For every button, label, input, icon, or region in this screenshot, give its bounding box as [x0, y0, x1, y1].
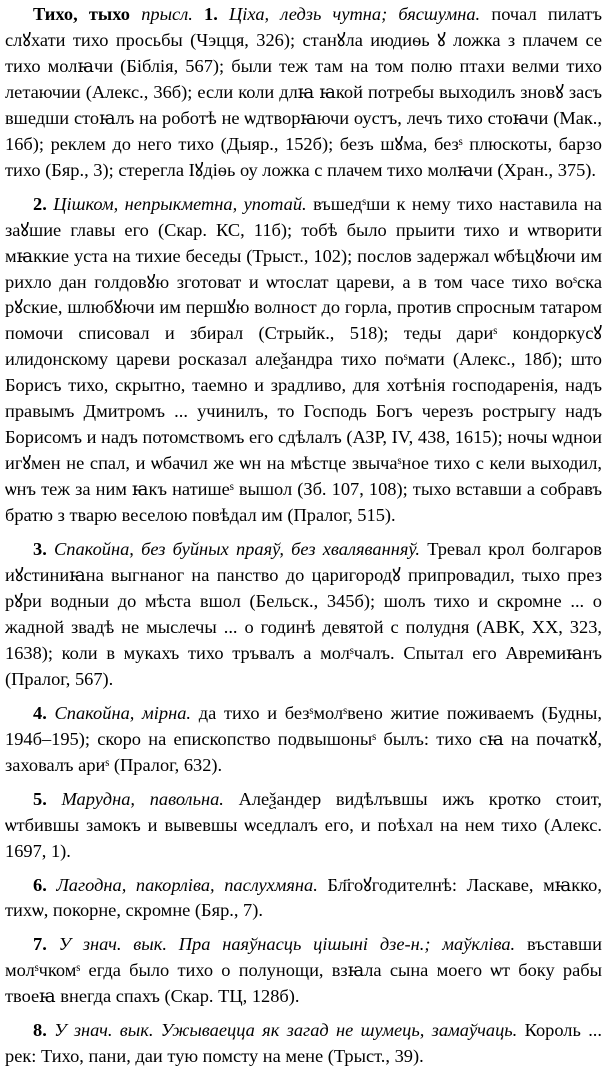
dictionary-page	[5, 2, 602, 1082]
sense-citations: въшедˢши к нему тихо наставила на заꙋшие главы его (Скар. КС, 11б); тобѣ было прыити тихо и ѡтворити мꙗккие уста на тихие беседы (Трыст., 102); послов задержал ѡбѣцꙋючи им рихло дан голдовꙋю зготоват и ѡтослат цареви, а в том часе тихо воˢска рꙋские, шлюбꙋючи им першꙋю волност до горла, против спросным татаром помочи списовал и збирал (Стрыйк., 518); теды дариˢ кондоркусꙋ илидонскому цареви росказал алеѯандра тихо поˢмати (Алекс., 18б); што Борисъ тихо, скрытно, таемно и зрадливо, для хотѣнія господаренія, надъ правымъ Дмитромъ ... учинилъ, то Господь Богъ черезъ рострыгу надъ Борисомъ и надъ потомствомъ его сдѣлалъ (АЗР, IV, 438, 1615); ночы ѡднои игꙋмен не спал, и ѡбачил же ѡн на мѣстце звычаˢное тихо с кели выходил, ѡнъ теж за ним ꙗкъ натишеˢ вышол (Зб. 107, 108); тыхо вставши а собравъ братю з тварю веселою повѣдал им (Пралог, 515).	[5, 193, 602, 526]
sense-number: 2.	[33, 193, 47, 214]
sense-6	[5, 873, 602, 925]
sense-definition: У знач. вык. Пра наяўнасць цішыні дзе-н.; маўкліва.	[58, 934, 516, 955]
sense-citations: да тихо и безˢмолˢвено житие поживаемъ (Будны, 194б–195); скоро на епископство подвышоныˢ былъ: тихо сꙗ на початкꙋ, заховалъ ариˢ (Пралог, 632).	[5, 702, 603, 775]
sense-definition: Цішком, непрыкметна, употай.	[53, 193, 307, 214]
sense-definition: Спакойна, без буйных праяў, без хваляванняў.	[54, 539, 420, 560]
sense-citations: почал пилатъ слꙋхати тихо просьбы (Чэцця, 326); станꙋла июдиѳь ꙋ ложка з плачем се тихо молꙗчи (Біблія, 567); были теж там на том полю птахи велми тихо летаючии (Алекс., 36б); если коли длꙗ ꙗкой потребы выходилъ зновꙋ засъ вшедши стоꙗлъ на роботѣ не ѡдтворꙗючи оустъ, лечъ тихо стоꙗчи (Мак., 16б); реклем до него тихо (Дыяр., 152б); безъ шꙋма, безˢ плюскоты, барзо тихо (Бяр., 3); стерегла Іꙋдіѳь оу ложка с плачем тихо молꙗчи (Хран., 375).	[5, 4, 602, 180]
sense-number: 3.	[33, 539, 47, 560]
sense-number: 1.	[204, 4, 218, 24]
sense-definition: Ціха, ледзь чутна; бясшумна.	[229, 4, 481, 24]
sense-definition: Лагодна, пакорліва, паслухмяна.	[56, 874, 318, 895]
sense-citations: Алеѯандер видѣлъвшы ижъ кротко стоит, ѡтбившы замокъ и вывевшы ѡседлалъ его, и поѣхал на нем тихо (Алекс. 1697, 1).	[5, 788, 602, 861]
sense-2	[5, 192, 602, 529]
sense-number: 5.	[33, 788, 47, 809]
sense-number: 7.	[33, 934, 47, 955]
sense-number: 6.	[33, 874, 47, 895]
sense-1	[5, 2, 602, 184]
sense-7	[5, 932, 602, 1010]
sense-citations: Бл҃гоꙋгодителнѣ: Ласкаве, мꙗкко, тихѡ, покорне, скромне (Бяр., 7).	[5, 874, 602, 921]
headword: Тихо, тыхо	[33, 4, 130, 24]
sense-8	[5, 1018, 602, 1070]
sense-4	[5, 701, 602, 779]
sense-number: 8.	[33, 1020, 47, 1041]
sense-definition: Спакойна, мірна.	[54, 702, 192, 723]
sense-3	[5, 537, 602, 693]
sense-definition: Марудна, павольна.	[61, 788, 224, 809]
sense-citations: Король ... рек: Тихо, пани, даи тую помсту на мене (Трыст., 39).	[5, 1020, 602, 1067]
sense-citations: Тревал крол болгаров иꙋстиниꙗна выгнаног на панство до царигородꙋ припровадил, тыхо през рꙋри водныи до мѣста вшол (Бельск., 345б); шолъ тихо и скромне ... о жадной звадѣ не мыслечы ... о годинѣ девятой с полудня (АВК, XX, 323, 1638); коли в мукахъ тихо тръвалъ а молˢчалъ. Спытал его Авремиꙗнъ (Пралог, 567).	[5, 539, 602, 689]
sense-5	[5, 787, 602, 865]
part-of-speech: прысл.	[141, 4, 193, 24]
sense-number: 4.	[33, 702, 47, 723]
sense-definition: У знач. вык. Ужываецца як загад не шумець, замаўчаць.	[54, 1020, 518, 1041]
sense-citations: въставши молˢчкомˢ егда было тихо о полунощи, взꙗла сына моего ѡт боку рабы твоеꙗ внегда спахъ (Скар. ТЦ, 128б).	[5, 934, 602, 1007]
